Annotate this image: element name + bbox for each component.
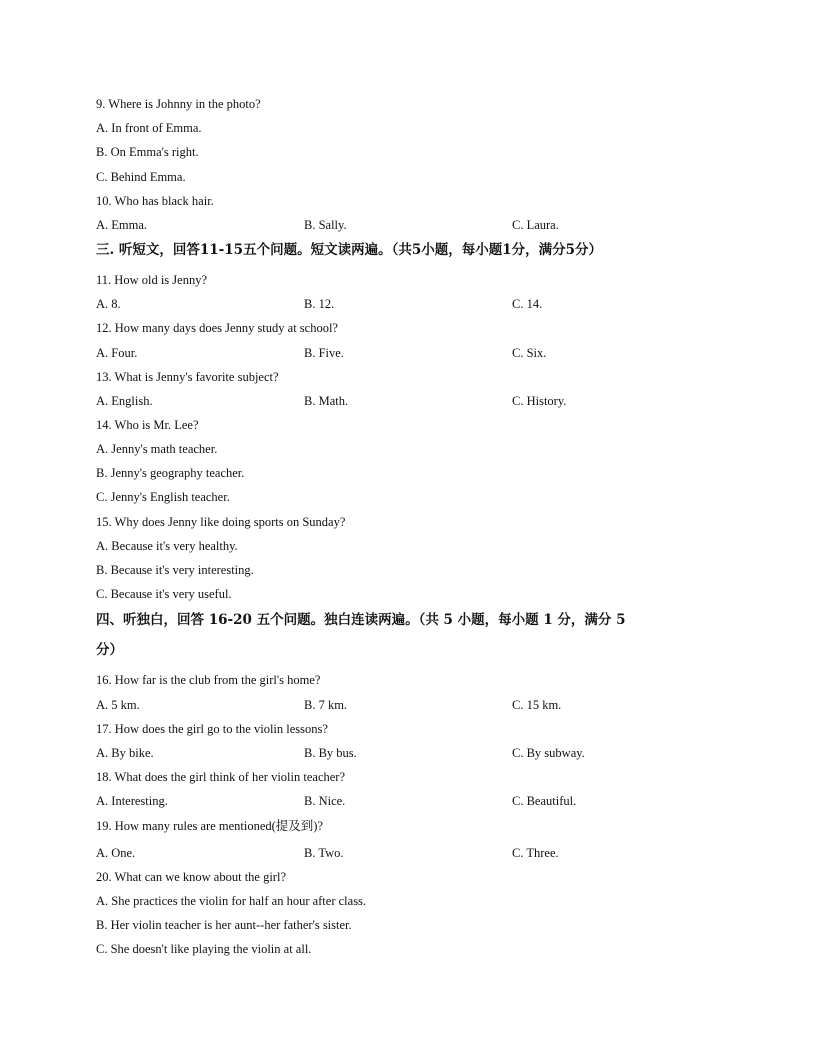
question-19-option-a: A. One.: [96, 846, 136, 860]
section-4-heading-continued: 分）: [96, 642, 123, 658]
question-9-option-a: A. In front of Emma.: [96, 121, 202, 135]
question-20-option-c: C. She doesn't like playing the violin at all.: [96, 942, 312, 956]
question-20-option-b: B. Her violin teacher is her aunt--her father's sister.: [96, 918, 352, 932]
question-16-option-a: A. 5 km.: [96, 698, 140, 712]
question-17-option-a: A. By bike.: [96, 746, 154, 760]
question-10-option-c: C. Laura.: [512, 218, 559, 232]
question-10-option-b: B. Sally.: [304, 218, 347, 232]
question-17-option-b: B. By bus.: [304, 746, 357, 760]
question-14: 14. Who is Mr. Lee?: [96, 418, 199, 432]
question-20-option-a: A. She practices the violin for half an hour after class.: [96, 894, 367, 908]
question-13-option-c: C. History.: [512, 394, 567, 408]
question-15-option-b: B. Because it's very interesting.: [96, 563, 254, 577]
question-13: 13. What is Jenny's favorite subject?: [96, 370, 279, 384]
question-16-option-c: C. 15 km.: [512, 698, 562, 712]
question-11: 11. How old is Jenny?: [96, 273, 207, 287]
question-9: 9. Where is Johnny in the photo?: [96, 97, 261, 111]
question-14-option-a: A. Jenny's math teacher.: [96, 442, 218, 456]
question-9-option-b: B. On Emma's right.: [96, 145, 199, 159]
question-17-option-c: C. By subway.: [512, 746, 585, 760]
question-20: 20. What can we know about the girl?: [96, 870, 286, 884]
question-15-option-a: A. Because it's very healthy.: [96, 539, 238, 553]
section-3-heading: 三. 听短文，回答11-15五个问题。短文读两遍。（共5小题，每小题1分，满分5分）: [96, 242, 603, 258]
question-10: 10. Who has black hair.: [96, 194, 214, 208]
question-9-option-c: C. Behind Emma.: [96, 170, 186, 184]
question-12-option-c: C. Six.: [512, 346, 547, 360]
question-15-option-c: C. Because it's very useful.: [96, 587, 232, 601]
question-10-option-a: A. Emma.: [96, 218, 148, 232]
question-13-option-a: A. English.: [96, 394, 153, 408]
question-12-option-a: A. Four.: [96, 346, 138, 360]
question-11-option-b: B. 12.: [304, 297, 335, 311]
question-19-option-b: B. Two.: [304, 846, 344, 860]
question-11-option-a: A. 8.: [96, 297, 121, 311]
question-19: 19. How many rules are mentioned(提及到)?: [96, 819, 324, 833]
question-17: 17. How does the girl go to the violin lessons?: [96, 722, 328, 736]
question-15: 15. Why does Jenny like doing sports on Sunday?: [96, 515, 346, 529]
question-18: 18. What does the girl think of her violin teacher?: [96, 770, 345, 784]
question-14-option-b: B. Jenny's geography teacher.: [96, 466, 245, 480]
question-12-option-b: B. Five.: [304, 346, 344, 360]
question-16: 16. How far is the club from the girl's home?: [96, 673, 321, 687]
question-18-option-a: A. Interesting.: [96, 794, 168, 808]
question-11-option-c: C. 14.: [512, 297, 543, 311]
question-19-option-c: C. Three.: [512, 846, 559, 860]
question-16-option-b: B. 7 km.: [304, 698, 348, 712]
question-14-option-c: C. Jenny's English teacher.: [96, 490, 230, 504]
question-13-option-b: B. Math.: [304, 394, 349, 408]
question-18-option-c: C. Beautiful.: [512, 794, 577, 808]
question-18-option-b: B. Nice.: [304, 794, 346, 808]
question-12: 12. How many days does Jenny study at school?: [96, 321, 338, 335]
section-4-heading: 四、听独白，回答 16-20 五个问题。独白连读两遍。（共 5 小题，每小题 1 分，满分 5: [96, 612, 626, 628]
